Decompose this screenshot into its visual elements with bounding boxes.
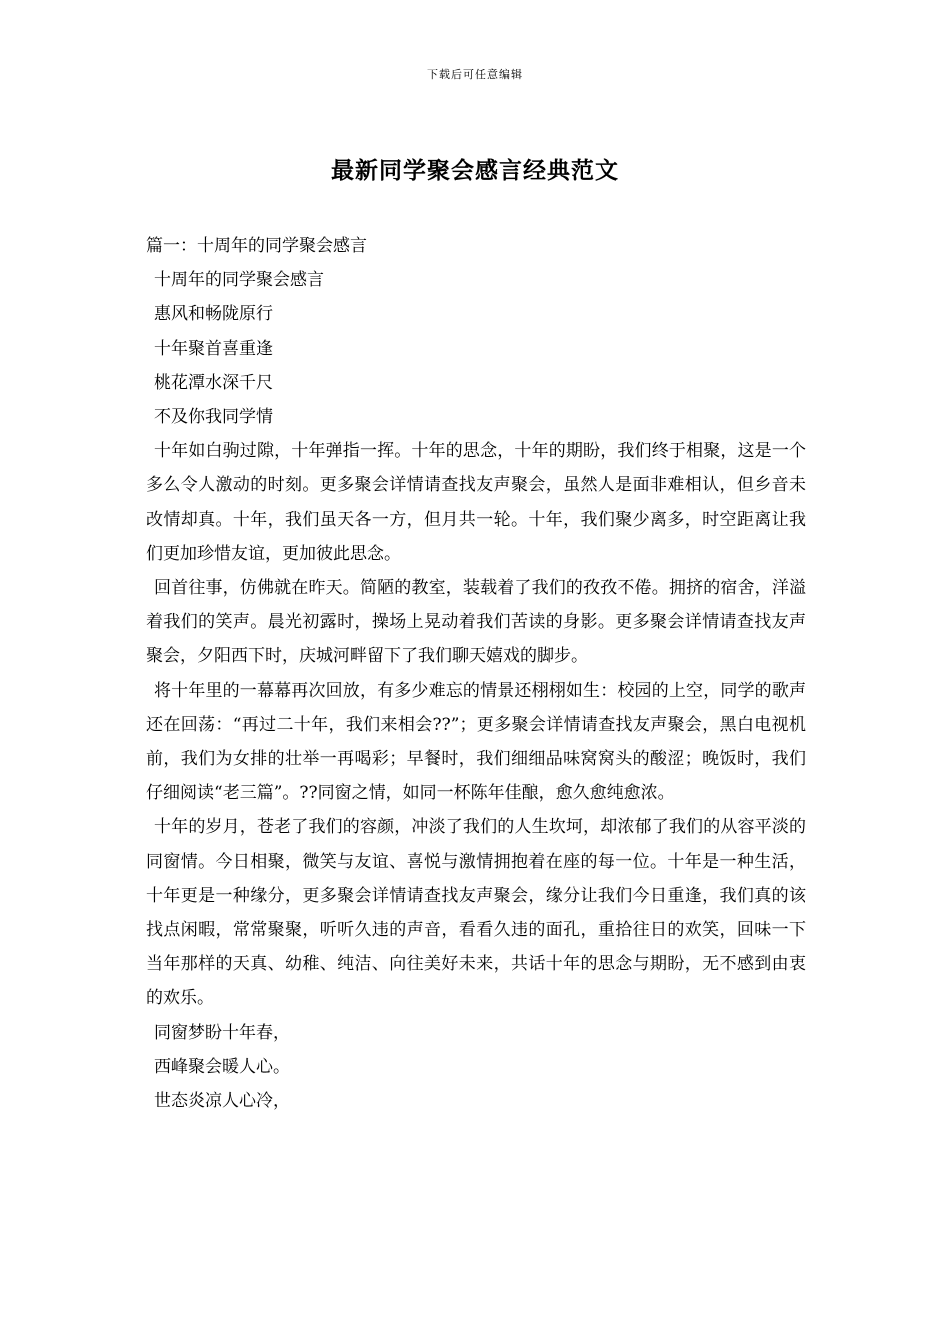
section-heading: 篇一：十周年的同学聚会感言 xyxy=(146,236,367,256)
poem-line: 桃花潭水深千尺 xyxy=(154,372,273,393)
section-subtitle: 十周年的同学聚会感言 xyxy=(154,270,324,291)
document-body xyxy=(146,229,806,1118)
paragraph: 十年的岁月，苍老了我们的容颜，冲淡了我们的人生坎坷，却浓郁了我们的从容平淡的同窗情。今日相聚，微笑与友谊、喜悦与激情拥抱着在座的每一位。十年是一种生活，十年更是一种缘分，更多聚会详情请查找友声聚会，缘分让我们今日重逢，我们真的该找点闲暇，常常聚聚，听听久违的声音，看看久违的面孔，重拾往日的欢笑，回味一下当年那样的天真、幼稚、纯洁、向往美好未来，共话十年的思念与期盼，无不感到由衷的欢乐。 xyxy=(146,817,806,1009)
document-title: 最新同学聚会感言经典范文 xyxy=(331,157,619,184)
poem-line: 同窗梦盼十年春， xyxy=(154,1022,290,1043)
poem-line: 不及你我同学情 xyxy=(154,406,273,427)
paragraph: 十年如白驹过隙，十年弹指一挥。十年的思念，十年的期盼，我们终于相聚，这是一个多么令人激动的时刻。更多聚会详情请查找友声聚会，虽然人是面非难相认，但乡音未改情却真。十年，我们虽天各一方，但月共一轮。十年，我们聚少离多，时空距离让我们更加珍惜友谊，更加彼此思念。 xyxy=(146,441,806,564)
paragraph: 将十年里的一幕幕再次回放，有多少难忘的情景还栩栩如生：校园的上空，同学的歌声还在回荡：“再过二十年，我们来相会??”；更多聚会详情请查找友声聚会，黑白电视机前，我们为女排的壮举一再喝彩；早餐时，我们细细品味窝窝头的酸涩；晚饭时，我们仔细阅读“老三篇”。??同窗之情，如同一杯陈年佳酿，愈久愈纯愈浓。 xyxy=(146,680,806,804)
poem-line: 西峰聚会暖人心。 xyxy=(154,1056,290,1077)
poem-line: 世态炎凉人心冷， xyxy=(154,1090,290,1111)
paragraph: 回首往事，仿佛就在昨天。简陋的教室，装载着了我们的孜孜不倦。拥挤的宿舍，洋溢着我们的笑声。晨光初露时，操场上晃动着我们苦读的身影。更多聚会详情请查找友声聚会，夕阳西下时，庆城河畔留下了我们聊天嬉戏的脚步。 xyxy=(146,577,806,667)
poem-line: 十年聚首喜重逢 xyxy=(154,338,273,359)
poem-line: 惠风和畅陇原行 xyxy=(154,304,273,325)
header-note: 下载后可任意编辑 xyxy=(427,68,523,81)
